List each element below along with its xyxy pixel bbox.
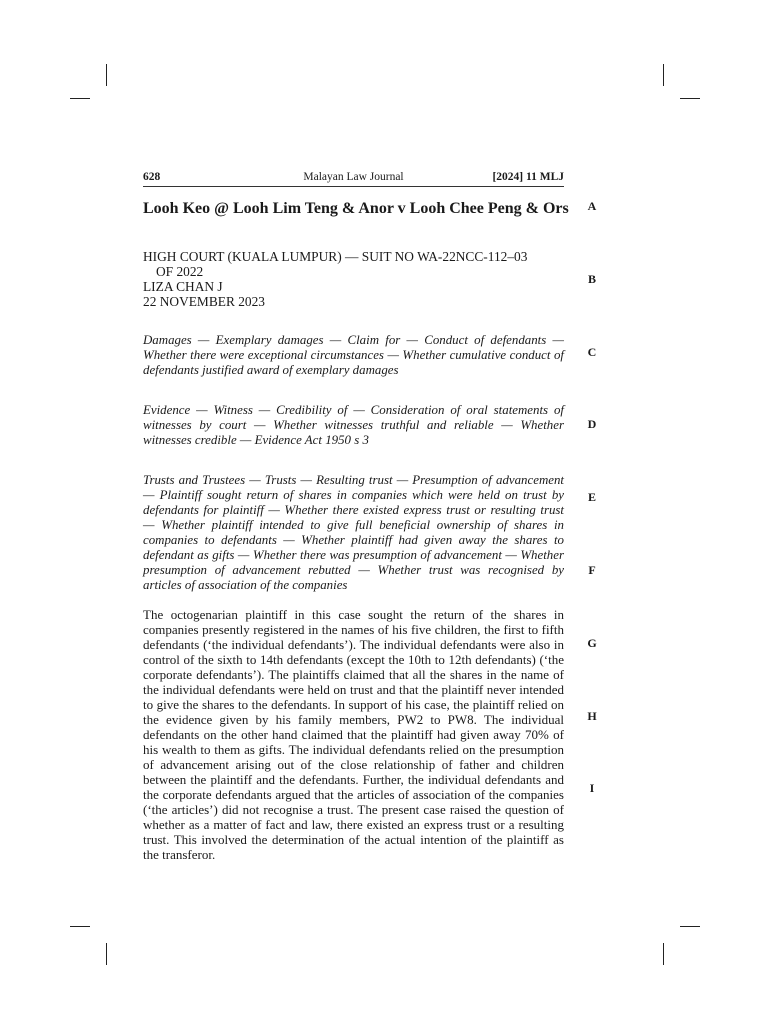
citation: [2024] 11 MLJ: [492, 171, 564, 183]
court-name-continued: OF 2022: [156, 264, 204, 279]
margin-letter: B: [587, 272, 596, 286]
crop-mark: [680, 98, 700, 99]
crop-mark: [106, 64, 107, 86]
header-rule: [143, 186, 564, 187]
margin-letter: F: [588, 563, 596, 577]
court-line: [143, 249, 564, 309]
crop-mark: [663, 64, 664, 86]
crop-mark: [663, 943, 664, 965]
margin-letter: G: [587, 636, 597, 650]
catchword-damages: Damages — Exemplary damages — Claim for — Conduct of defendants — Whether there were exceptional circumstances — Whether cumulative conduct of defendants justified award of exemplary damages: [143, 333, 564, 377]
judge: LIZA CHAN J: [143, 279, 223, 294]
journal-name: Malayan Law Journal: [303, 171, 404, 183]
case-title: Looh Keo @ Looh Lim Teng & Anor v Looh Chee Peng & Ors: [143, 200, 569, 217]
margin-letter: H: [587, 709, 597, 723]
margin-letter: D: [587, 417, 597, 431]
margin-letter: C: [587, 345, 597, 359]
court-name: HIGH COURT (KUALA LUMPUR) — SUIT NO WA-22NCC-112–03: [143, 249, 528, 264]
headnote-paragraph: The octogenarian plaintiff in this case sought the return of the shares in companies presently registered in the names of his five children, the first to fifth defendants (‘the individual defendants’). The individual defendants were also in control of the sixth to 14th defendants (except the 10th to 12th defendants) (‘the corporate defendants’). The plaintiffs claimed that all the shares in the name of the individual defendants were held on trust and that the plaintiff never intended to give the shares to the defendants. In support of his case, the plaintiff relied on the evidence given by his family members, PW2 to PW8. The individual defendants on the other hand claimed that the plaintiff had given away 70% of his wealth to them as gifts. The individual defendants relied on the presumption of advancement arising out of the close relationship of father and children between the plaintiff and the defendants. Further, the individual defendants and the corporate defendants argued that the articles of association of the companies (‘the articles’) did not recognise a trust. The present case raised the question of whether as a matter of fact and law, there existed an express trust or a resulting trust. This involved the determination of the actual intention of the plaintiff as the transferor.: [143, 607, 564, 862]
crop-mark: [680, 926, 700, 927]
crop-mark: [70, 926, 90, 927]
margin-letter: A: [587, 199, 597, 213]
crop-mark: [106, 943, 107, 965]
judgment-date: 22 NOVEMBER 2023: [143, 294, 266, 309]
page-number: 628: [143, 171, 161, 183]
margin-letter: E: [587, 490, 596, 504]
crop-mark: [70, 98, 90, 99]
catchword-evidence: Evidence — Witness — Credibility of — Consideration of oral statements of witnesses by court — Whether witnesses truthful and reliable — Whether witnesses credible — Evidence Act 1950 s 3: [143, 403, 564, 447]
margin-letter: I: [589, 781, 595, 795]
catchword-trusts: Trusts and Trustees — Trusts — Resulting trust — Presumption of advancement — Plaintiff sought return of shares in companies which were held on trust by defendants for plaintiff — Whether there existed express trust or resulting trust — Whether plaintiff intended to give full beneficial ownership of shares in companies to defendants — Whether plaintiff had given away the shares to defendant as gifts — Whether there was presumption of advancement — Whether presumption of advancement rebutted — Whether trust was recognised by articles of association of the companies: [143, 473, 564, 592]
